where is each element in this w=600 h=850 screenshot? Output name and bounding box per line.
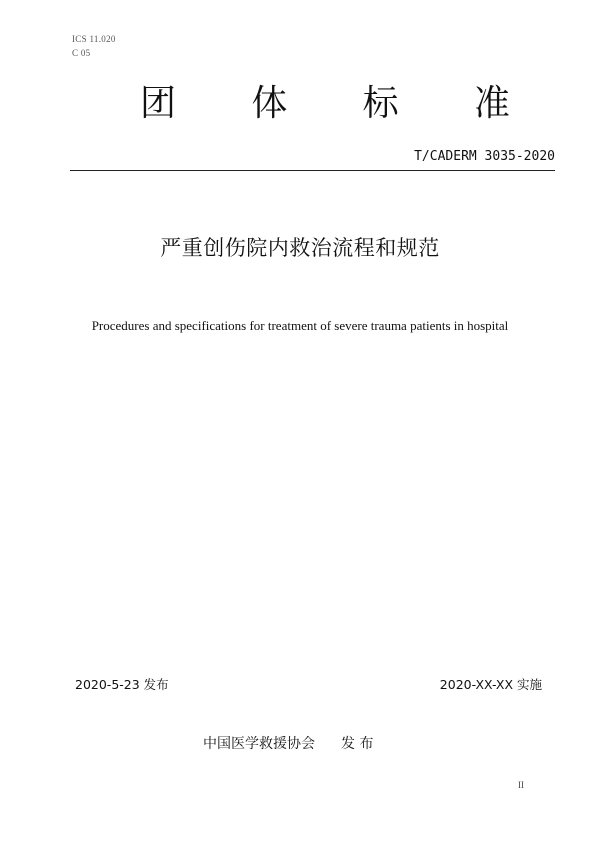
document-title-zh: 严重创伤院内救治流程和规范	[160, 236, 440, 260]
title-char-2: 体	[251, 83, 288, 124]
title-char-1: 团	[140, 83, 177, 124]
page-number: II	[518, 780, 524, 790]
header-divider	[70, 170, 555, 171]
ics-code: ICS 11.020	[72, 34, 116, 44]
document-title-en: Procedures and specifications for treatment of severe trauma patients in hospital	[91, 318, 509, 333]
standard-type-title	[140, 78, 510, 130]
publisher-action: 发 布	[341, 736, 374, 752]
title-char-3: 标	[362, 83, 399, 124]
publisher-name: 中国医学救援协会	[203, 736, 315, 752]
publisher-line	[203, 733, 373, 753]
classification-codes	[72, 32, 116, 60]
implement-date: 2020-XX-XX 实施	[439, 677, 542, 692]
standard-number: T/CADERM 3035-2020	[414, 149, 555, 164]
ccs-code: C 05	[72, 48, 91, 58]
publish-date: 2020-5-23 发布	[75, 677, 169, 692]
title-char-4: 准	[473, 83, 510, 124]
